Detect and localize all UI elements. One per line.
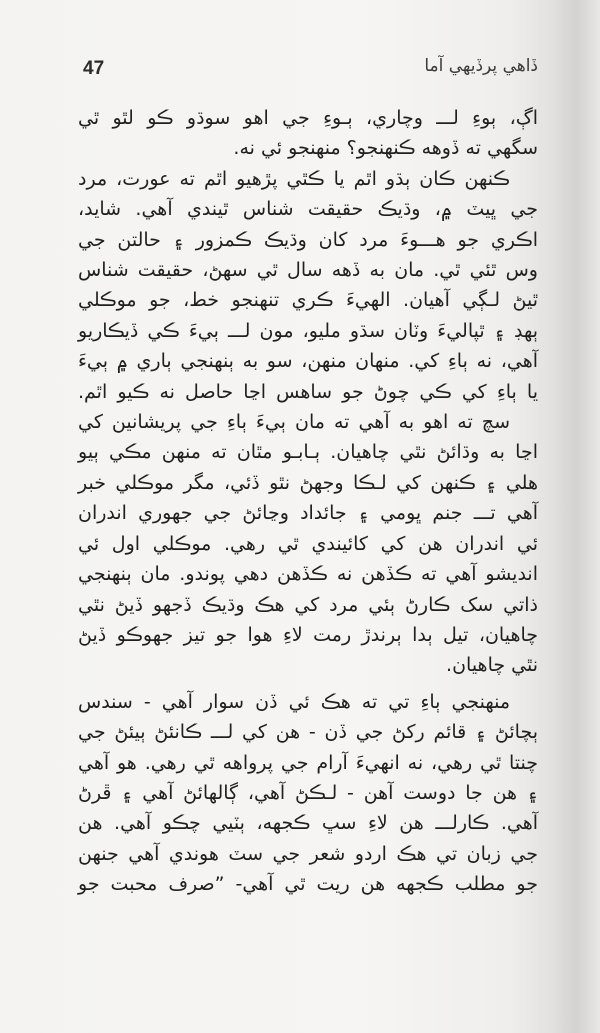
- text-line: سگهي ته ڏوهه ڪنهنجو؟ منهنجو ئي نه.: [233, 137, 538, 160]
- text-line: اڳ، ٻوءِ لـــ وچاري، ٻـوءِ جي اهو سوڌو ڪو لٿو ٿي: [78, 107, 538, 129]
- text-line: ذاتي سک ڪارڻ ٻئي مرد کي هڪ وڌيڪ ڏجهو ڏيڻ نٿي: [78, 593, 538, 616]
- paragraph: [78, 407, 538, 681]
- text-line: اڃا به وڌائڻ نٿي چاهيان. ٻـابـو مٿان ته منهن مڪي ٻيو: [78, 441, 538, 464]
- text-line: هلي ۽ ڪنهن کي لـڪا وجهڻ نٿو ڏئي، مگر موڪلي خبر: [78, 471, 538, 494]
- text-line: جي ڀيٽ ۾، وڌيڪ حقيقت شناس ٿيندي آهي. شايد،: [78, 198, 538, 221]
- running-header: ڏاهي پرڏيهي آما: [424, 56, 538, 76]
- text-line: ٿيڻ لـڳي آهيان. الهيءَ ڪري تنهنجو خط، جو موڪلي: [78, 289, 538, 312]
- text-line: آهي تـــ جنم ڀومي ۽ جائداد وڃائڻ جي جهوري اندران: [78, 502, 538, 525]
- paragraph: [78, 687, 538, 900]
- text-line: جي زبان تي هڪ اردو شعر جي سٽ هوندي آهي جنهن: [78, 842, 538, 865]
- text-line: يا ٻاءِ کي ڪي چوڻ جو ساهس اڃا حاصل نه ڪيو اٿم.: [78, 380, 538, 403]
- text-line: چاهيان، تيل ٻدا ٻرندڙ رمت لاءِ هوا جو تيز جهوڪو ڏيڻ: [78, 623, 538, 646]
- body-text: [78, 103, 538, 900]
- text-line: چنتا ٿي رهي، نه انهيءَ آرام جي پرواهه ٿي رهي. هو آهي: [78, 751, 538, 774]
- text-line: انديشو آهي ته ڪڏهن نه ڪڏهن دهي پوندو. مان ٻنهنجي: [78, 563, 538, 586]
- text-line: جو مطلب ڪجهه هن ريت ٿي آهي- ”صرف محبت جو: [78, 873, 538, 896]
- text-line: آهي، نه ٻاءِ کي. منهان منهن، سو به ٻنهنجي ٻاري ۾ ٻيءَ: [78, 350, 538, 373]
- text-line: وس ٿئي ٿي. مان به ڏهه سال ٿي سهڻ، حقيقت شناس: [78, 259, 538, 282]
- text-line: ڪنهن ڪان ٻڌو اٿم يا ڪٿي پڙهيو اٿم ته عورت، مرد: [78, 167, 510, 190]
- text-line: منهنجي ٻاءِ تي ته هڪ ئي ڏن سوار آهي - سندس: [78, 690, 510, 713]
- text-line: ئي اندران هن کي کائيندي ٿي رهي. موڪلي اول ئي: [78, 532, 538, 555]
- text-line: اڪري جو هـــوءَ مرد کان وڌيڪ ڪمزور ۽ حالتن جي: [78, 228, 538, 251]
- text-line: نٿي چاهيان.: [446, 654, 538, 677]
- text-line: ۽ هن جا دوست آهن - لـڪڻ آهي، ڳالهائڻ آهي ۽ ڦرڻ: [78, 781, 538, 804]
- text-line: ٻهڊ ۽ ٿپاليءَ وٽان سڌو مليو، مون لـــ ٻيءَ ڪي ڏيڪاريو: [78, 319, 538, 342]
- text-line: ٻچائڻ ۽ قائم رکڻ جي ڏن - هن کي لـــ ڪانئڻ ٻيئڻ جي: [78, 721, 538, 744]
- paragraph: [78, 103, 538, 164]
- paragraph: [78, 164, 538, 407]
- page-number: 47: [83, 58, 105, 79]
- text-line: آهي. ڪارلـــ هن لاءِ سڀ ڪجهه، ٻٽيي چڪو آهي. هن: [78, 812, 538, 835]
- text-line: سچ ته اهو به آهي ته مان ٻيءَ ٻاءِ جي پريشانين کي: [78, 411, 510, 434]
